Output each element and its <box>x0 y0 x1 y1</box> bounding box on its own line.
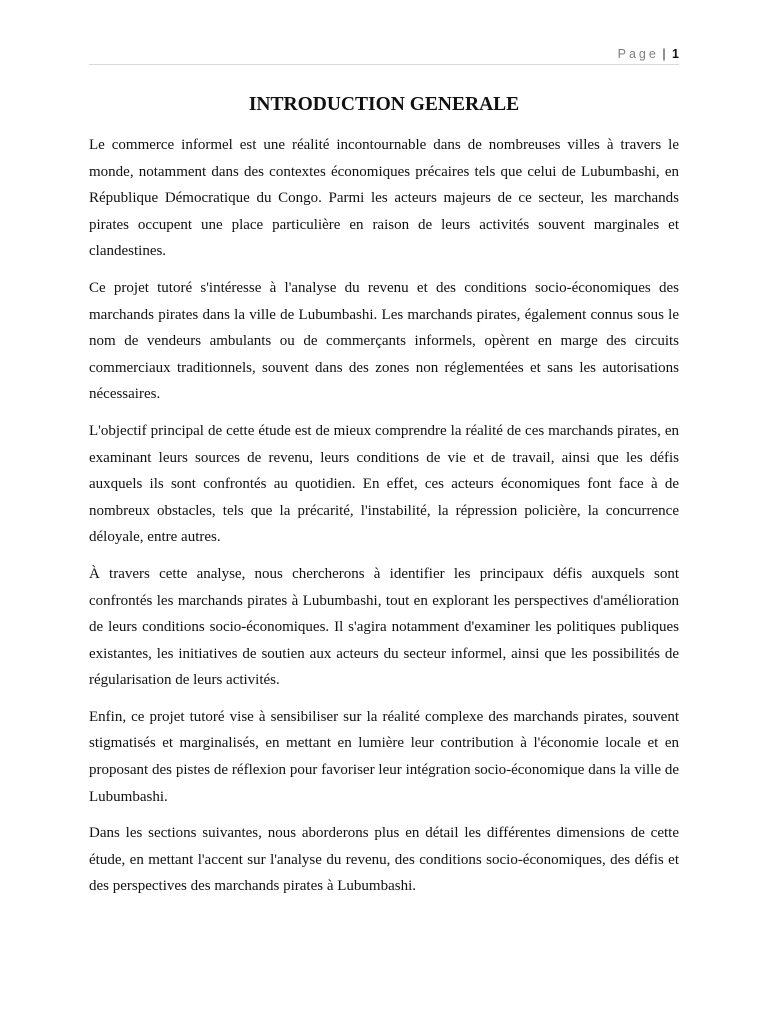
paragraph: Le commerce informel est une réalité incontournable dans de nombreuses villes à travers le monde, notamment dans des contextes économiques précaires tels que celui de Lubumbashi, en République Démocratique du Congo. Parmi les acteurs majeurs de ce secteur, les marchands pirates occupent une place particulière en raison de leurs activités souvent marginales et clandestines. <box>89 137 679 260</box>
document-title: INTRODUCTION GENERALE <box>248 94 520 115</box>
paragraph: À travers cette analyse, nous chercherons à identifier les principaux défis auxquels sont confrontés les marchands pirates à Lubumbashi, tout en explorant les perspectives d'amélioration de leurs conditions socio-économiques. Il s'agira notamment d'examiner les politiques publiques existantes, les initiatives de soutien aux acteurs du secteur informel, ainsi que les possibilités de régularisation de leurs activités. <box>89 565 679 689</box>
paragraph: Enfin, ce projet tutoré vise à sensibiliser sur la réalité complexe des marchands pirates, souvent stigmatisés et marginalisés, en mettant en lumière leur contribution à l'économie locale et en proposant des pistes de réflexion pour favoriser leur intégration socio-économique dans la ville de Lubumbashi. <box>89 708 679 805</box>
page-header <box>89 44 679 65</box>
document-body <box>89 132 679 910</box>
page-label: Page <box>617 47 659 61</box>
paragraph: Ce projet tutoré s'intéresse à l'analyse du revenu et des conditions socio-économiques des marchands pirates dans la ville de Lubumbashi. Les marchands pirates, également connus sous le nom de vendeurs ambulants ou de commerçants informels, opèrent en marge des circuits commerciaux traditionnels, souvent dans des zones non réglementées et sans les autorisations nécessaires. <box>89 279 679 403</box>
page-number: 1 <box>672 47 679 61</box>
header-separator: | <box>662 47 666 61</box>
paragraph: Dans les sections suivantes, nous aborderons plus en détail les différentes dimensions de cette étude, en mettant l'accent sur l'analyse du revenu, des conditions socio-économiques, des défis et des perspectives des marchands pirates à Lubumbashi. <box>89 825 679 895</box>
paragraph: L'objectif principal de cette étude est de mieux comprendre la réalité de ces marchands pirates, en examinant leurs sources de revenu, leurs conditions de vie et de travail, ainsi que les défis auxquels ils sont confrontés au quotidien. En effet, ces acteurs économiques font face à de nombreux obstacles, tels que la précarité, l'instabilité, la répression policière, la concurrence déloyale, entre autres. <box>89 422 679 546</box>
